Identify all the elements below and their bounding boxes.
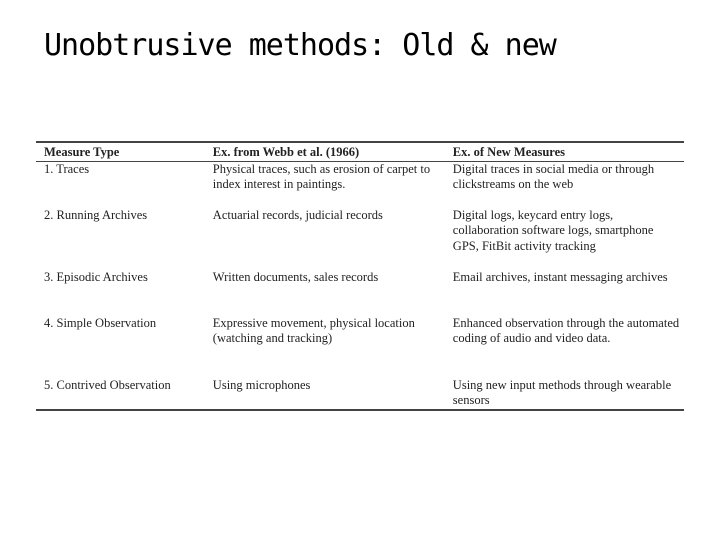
new-measure-cell: Using new input methods through wearable sensors bbox=[445, 378, 684, 410]
measure-type-cell: 3. Episodic Archives bbox=[44, 269, 148, 284]
measure-type-cell: 4. Simple Observation bbox=[44, 315, 157, 330]
header-new-measures: Ex. of New Measures bbox=[445, 142, 684, 161]
new-measure-cell: Digital logs, keycard entry logs, collaboration software logs, smartphone GPS, FitBit activity tracking bbox=[452, 207, 654, 253]
webb-example-cell: Using microphones bbox=[205, 378, 445, 410]
webb-example-cell: Physical traces, such as erosion of carpet to index interest in paintings. bbox=[212, 161, 431, 191]
header-measure-type: Measure Type bbox=[36, 142, 205, 161]
new-measure-cell: Enhanced observation through the automated coding of audio and video data. bbox=[452, 315, 680, 345]
table-row bbox=[36, 270, 684, 316]
table-row bbox=[36, 208, 684, 270]
table-row bbox=[36, 378, 684, 410]
table-row bbox=[36, 161, 684, 208]
table-header-row bbox=[36, 142, 684, 161]
webb-example-cell: Written documents, sales records bbox=[212, 269, 379, 284]
webb-example-cell: Actuarial records, judicial records bbox=[212, 207, 383, 222]
measures-table bbox=[36, 141, 684, 411]
measure-type-cell: 2. Running Archives bbox=[44, 207, 148, 222]
header-webb-examples: Ex. from Webb et al. (1966) bbox=[205, 142, 445, 161]
table-row bbox=[36, 316, 684, 378]
new-measure-cell: Digital traces in social media or through clickstreams on the web bbox=[452, 161, 655, 191]
measure-type-cell: 5. Contrived Observation bbox=[36, 378, 205, 410]
measure-type-cell: 1. Traces bbox=[44, 161, 90, 176]
slide-title: Unobtrusive methods: Old & new bbox=[44, 28, 556, 63]
new-measure-cell: Email archives, instant messaging archives bbox=[452, 269, 668, 284]
webb-example-cell: Expressive movement, physical location (watching and tracking) bbox=[212, 315, 415, 345]
